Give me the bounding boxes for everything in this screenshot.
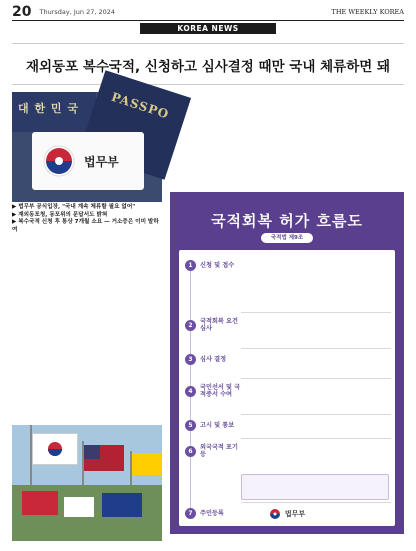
bullet: ▶ 재외동포청, 동포위의 문답서도 밝혀 (12, 211, 108, 218)
passport-image: PASSPO (79, 70, 191, 180)
page-header (12, 4, 404, 21)
infographic-title: 국적회복 허가 흐름도 (211, 212, 363, 230)
bullet: ▶ 법무부 공식입장, "국내 계속 체류할 필요 없어" (12, 204, 136, 210)
flow-step: 1 신청 및 접수 (185, 260, 246, 271)
ministry-sign (32, 132, 144, 190)
flow-chart (179, 250, 395, 526)
divider (12, 84, 404, 85)
infographic-footer (179, 508, 395, 520)
infographic (170, 192, 404, 534)
ministry-logo-icon (42, 144, 76, 178)
flow-step: 4 국민선서 및 국적증서 수여 (185, 384, 246, 398)
bullet: ▶ 복수국적 신청 후 통상 7개월 소요 — 거소증은 이미 발하여 (12, 219, 159, 233)
flow-step: 2 국적회복 요건 심사 (185, 318, 246, 332)
flags-photo (12, 425, 162, 541)
summary-bullets (12, 204, 162, 234)
flow-step: 3 심사 결정 (185, 354, 246, 365)
passport-image: 대 한 민 국 (12, 92, 96, 132)
flow-step: 5 고시 및 통보 (185, 420, 246, 431)
article-photo (12, 89, 171, 202)
ministry-name: 법무부 (284, 510, 306, 518)
notice-box (241, 474, 389, 500)
issue-date: Thursday, Jun 27, 2024 (39, 8, 116, 16)
ministry-name: 법무부 (84, 154, 119, 169)
publication-name: THE WEEKLY KOREA (331, 8, 404, 16)
ministry-logo-icon (269, 508, 281, 520)
page-number: 20 (12, 4, 32, 20)
divider (12, 43, 404, 44)
infographic-subtitle: 국적법 제9조 (261, 233, 313, 243)
headline: 재외동포 복수국적, 신청하고 심사결정 때만 국내 체류하면 돼 (25, 59, 391, 75)
flow-step: 6 외국국적 포기 등 (185, 444, 246, 458)
flow-step: 7 주민등록 (185, 508, 246, 519)
section-label: KOREA NEWS (140, 23, 276, 34)
